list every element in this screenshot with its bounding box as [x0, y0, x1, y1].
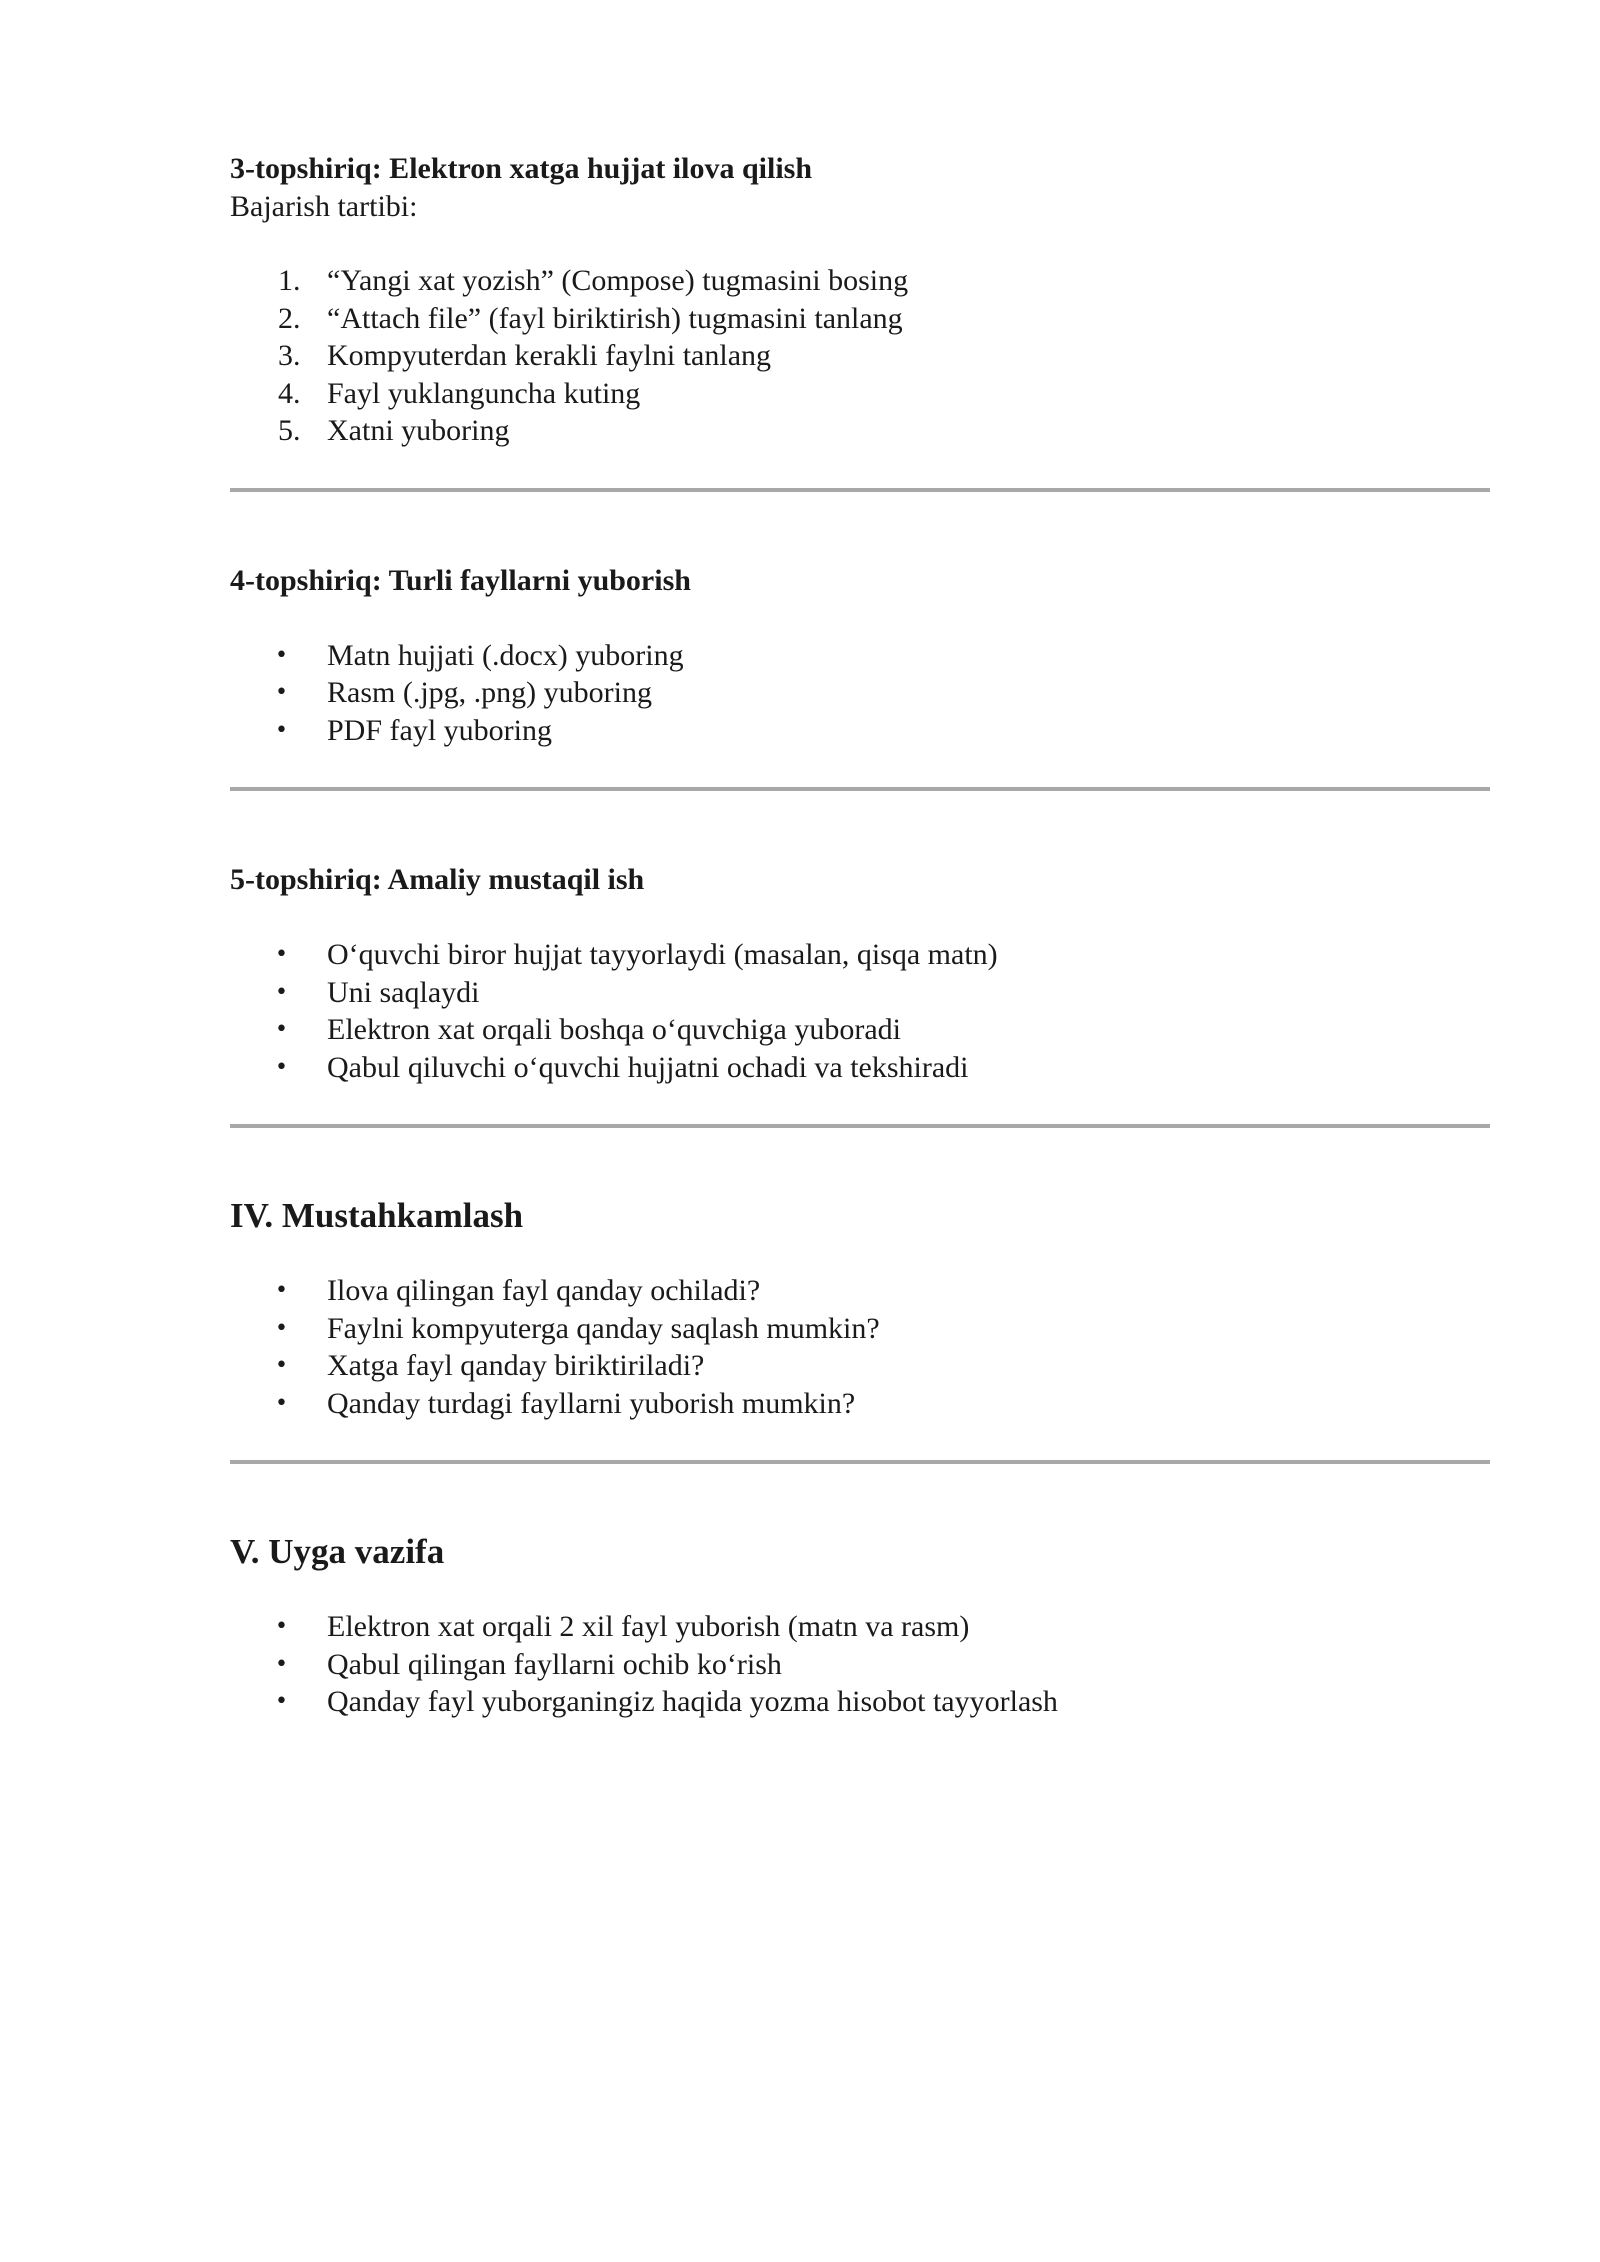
list-item [230, 1310, 1490, 1348]
bullet-icon: • [275, 1390, 288, 1416]
task5-list [230, 936, 1490, 1086]
bullet-icon: • [275, 1353, 288, 1378]
task5-section [230, 861, 1490, 1086]
item-text: Qabul qiluvchi o‘quvchi hujjatni ochadi va tekshiradi [327, 1050, 969, 1084]
task3-steps-list [230, 262, 1490, 450]
list-item [230, 1272, 1490, 1310]
section-divider [230, 1460, 1490, 1464]
step-number: 3. [278, 339, 301, 372]
list-item [230, 1646, 1490, 1684]
step-text: Xatni yuboring [327, 414, 510, 447]
item-text: Rasm (.jpg, .png) yuboring [327, 676, 652, 709]
bullet-icon: • [275, 717, 288, 743]
task3-subtitle: Bajarish tartibi: [230, 190, 418, 223]
list-item [230, 974, 1490, 1012]
section4-list [230, 1272, 1490, 1422]
list-item [230, 412, 1490, 450]
bullet-icon: • [275, 1614, 288, 1639]
list-item [230, 712, 1490, 750]
step-number: 5. [278, 414, 301, 447]
section-divider [230, 488, 1490, 492]
step-text: “Attach file” (fayl biriktirish) tugmasini tanlang [327, 301, 903, 335]
section5 [230, 1530, 1490, 1721]
list-item [230, 637, 1490, 675]
item-text: Qanday fayl yuborganingiz haqida yozma hisobot tayyorlash [327, 1685, 1058, 1718]
document-page [230, 150, 1490, 1721]
list-item [230, 1608, 1490, 1646]
bullet-icon: • [275, 1017, 288, 1042]
task3-title: 3-topshiriq: Elektron xatga hujjat ilova qilish [230, 152, 813, 185]
bullet-icon: • [275, 1689, 288, 1714]
list-item [230, 375, 1490, 413]
bullet-icon: • [275, 1651, 288, 1677]
bullet-icon: • [275, 1278, 288, 1303]
item-text: Elektron xat orqali 2 xil fayl yuborish (matn va rasm) [327, 1610, 970, 1643]
bullet-icon: • [275, 1315, 288, 1341]
list-item [230, 300, 1490, 338]
step-number: 2. [278, 301, 301, 335]
item-text: Qanday turdagi fayllarni yuborish mumkin? [327, 1386, 856, 1420]
task4-section [230, 562, 1490, 750]
bullet-icon: • [275, 979, 288, 1005]
list-item [230, 1011, 1490, 1049]
list-item [230, 1347, 1490, 1385]
list-item [230, 674, 1490, 712]
step-text: “Yangi xat yozish” (Compose) tugmasini bosing [327, 264, 909, 297]
task4-title: 4-topshiriq: Turli fayllarni yuborish [230, 563, 691, 597]
task3-section [230, 150, 1490, 450]
item-text: Elektron xat orqali boshqa o‘quvchiga yuboradi [327, 1013, 902, 1046]
list-item [230, 337, 1490, 375]
item-text: Matn hujjati (.docx) yuboring [327, 638, 684, 672]
bullet-icon: • [275, 680, 288, 705]
item-text: Ilova qilingan fayl qanday ochiladi? [327, 1274, 761, 1307]
step-text: Kompyuterdan kerakli faylni tanlang [327, 339, 772, 372]
step-text: Fayl yuklanguncha kuting [327, 376, 641, 410]
bullet-icon: • [275, 942, 288, 967]
bullet-icon: • [275, 642, 288, 668]
item-text: Qabul qilingan fayllarni ochib ko‘rish [327, 1647, 782, 1681]
item-text: O‘quvchi biror hujjat tayyorlaydi (masalan, qisqa matn) [327, 938, 998, 971]
step-number: 1. [278, 264, 301, 297]
task5-title: 5-topshiriq: Amaliy mustaqil ish [230, 863, 645, 896]
list-item [230, 262, 1490, 300]
task4-list [230, 637, 1490, 750]
section-divider [230, 787, 1490, 791]
item-text: Faylni kompyuterga qanday saqlash mumkin? [327, 1311, 880, 1345]
list-item [230, 1049, 1490, 1087]
list-item [230, 936, 1490, 974]
section5-heading: V. Uyga vazifa [230, 1532, 445, 1571]
list-item [230, 1683, 1490, 1721]
item-text: PDF fayl yuboring [327, 713, 552, 747]
bullet-icon: • [275, 1054, 288, 1080]
section-divider [230, 1124, 1490, 1128]
section5-list [230, 1608, 1490, 1721]
section4 [230, 1194, 1490, 1422]
item-text: Xatga fayl qanday biriktiriladi? [327, 1349, 705, 1382]
step-number: 4. [278, 376, 301, 410]
section4-heading: IV. Mustahkamlash [230, 1196, 524, 1235]
item-text: Uni saqlaydi [327, 975, 480, 1009]
list-item [230, 1385, 1490, 1423]
